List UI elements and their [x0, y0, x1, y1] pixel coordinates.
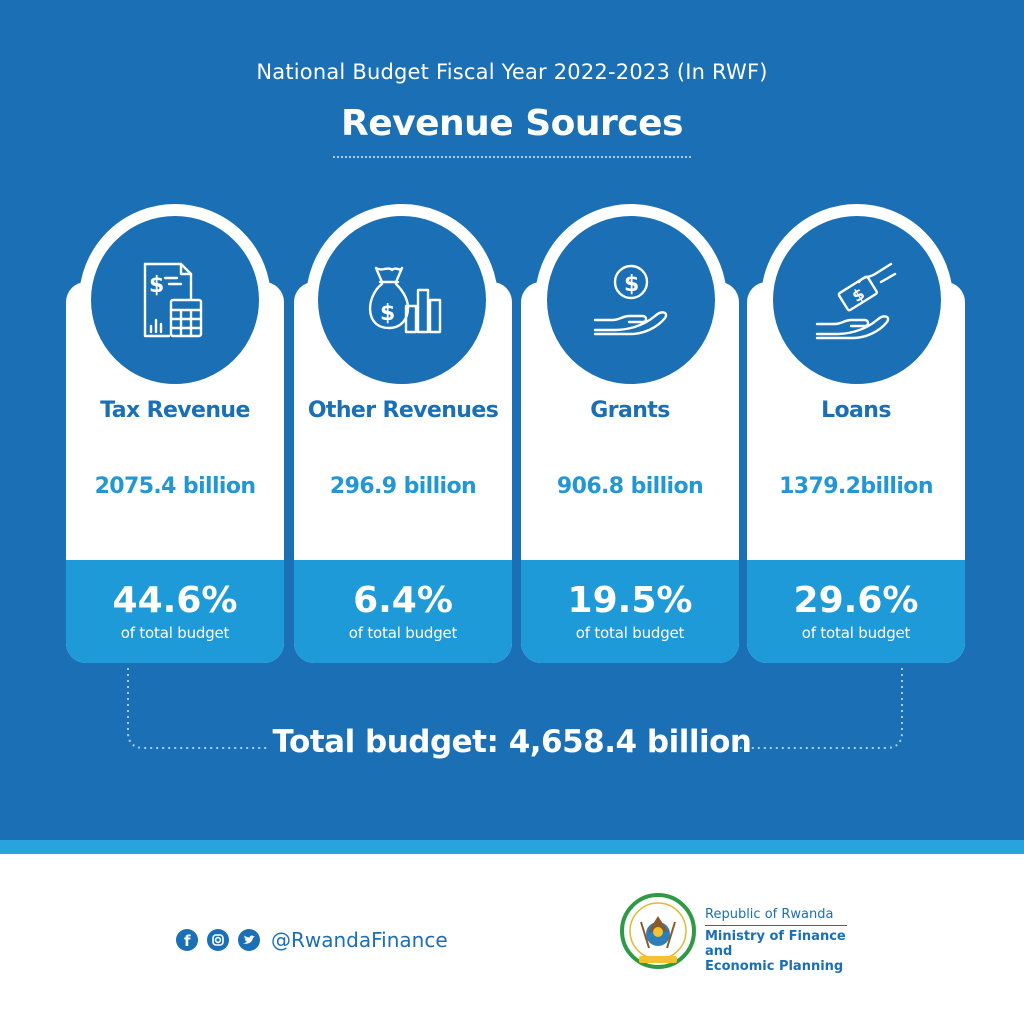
card-percent: 44.6% — [112, 580, 238, 621]
card-category: Grants — [590, 398, 670, 423]
card-amount: 296.9 billion — [329, 474, 477, 499]
card-amount: 906.8 billion — [556, 474, 704, 499]
card-amount: 1379.2billion — [779, 474, 933, 499]
svg-text:$: $ — [848, 283, 869, 306]
card-percent-label: of total budget — [348, 624, 458, 642]
card-percent: 29.6% — [793, 580, 919, 621]
svg-text:$: $ — [624, 272, 640, 297]
card-percent-band — [747, 560, 965, 663]
hand-giving-money-icon — [761, 204, 953, 396]
title-divider — [333, 156, 691, 158]
social-links — [176, 928, 448, 952]
ministry-line-2: Economic Planning — [705, 959, 844, 974]
instagram-icon[interactable] — [207, 929, 229, 951]
tax-document-calculator-icon — [79, 204, 271, 396]
coin-in-hand-icon — [535, 204, 727, 396]
card-category: Loans — [821, 398, 891, 423]
svg-text:f: f — [184, 932, 191, 950]
card-percent: 19.5% — [567, 580, 693, 621]
card-amount: 2075.4 billion — [94, 474, 256, 499]
svg-text:$: $ — [380, 301, 396, 326]
ministry-name — [705, 929, 865, 974]
accent-stripe — [0, 840, 1024, 854]
total-budget: Total budget: 4,658.4 billion — [272, 724, 752, 760]
social-handle[interactable]: @RwandaFinance — [271, 928, 448, 952]
card-percent-band — [521, 560, 739, 663]
page-title: Revenue Sources — [341, 103, 683, 144]
org-divider — [705, 925, 847, 926]
card-percent-label: of total budget — [801, 624, 911, 642]
card-percent-label: of total budget — [575, 624, 685, 642]
money-bag-bar-chart-icon — [306, 204, 498, 396]
card-percent-band — [66, 560, 284, 663]
ministry-line-1: Ministry of Finance and — [705, 929, 846, 959]
twitter-icon[interactable] — [238, 929, 260, 951]
card-percent: 6.4% — [353, 580, 453, 621]
facebook-icon[interactable] — [176, 929, 198, 951]
card-category: Other Revenues — [307, 398, 499, 423]
card-percent-band — [294, 560, 512, 663]
card-category: Tax Revenue — [100, 398, 250, 423]
card-percent-label: of total budget — [120, 624, 230, 642]
page-subtitle: National Budget Fiscal Year 2022-2023 (In RWF) — [256, 60, 768, 84]
svg-text:$: $ — [149, 273, 165, 298]
republic-label: Republic of Rwanda — [705, 907, 834, 922]
rwanda-coat-of-arms-icon — [619, 892, 697, 972]
